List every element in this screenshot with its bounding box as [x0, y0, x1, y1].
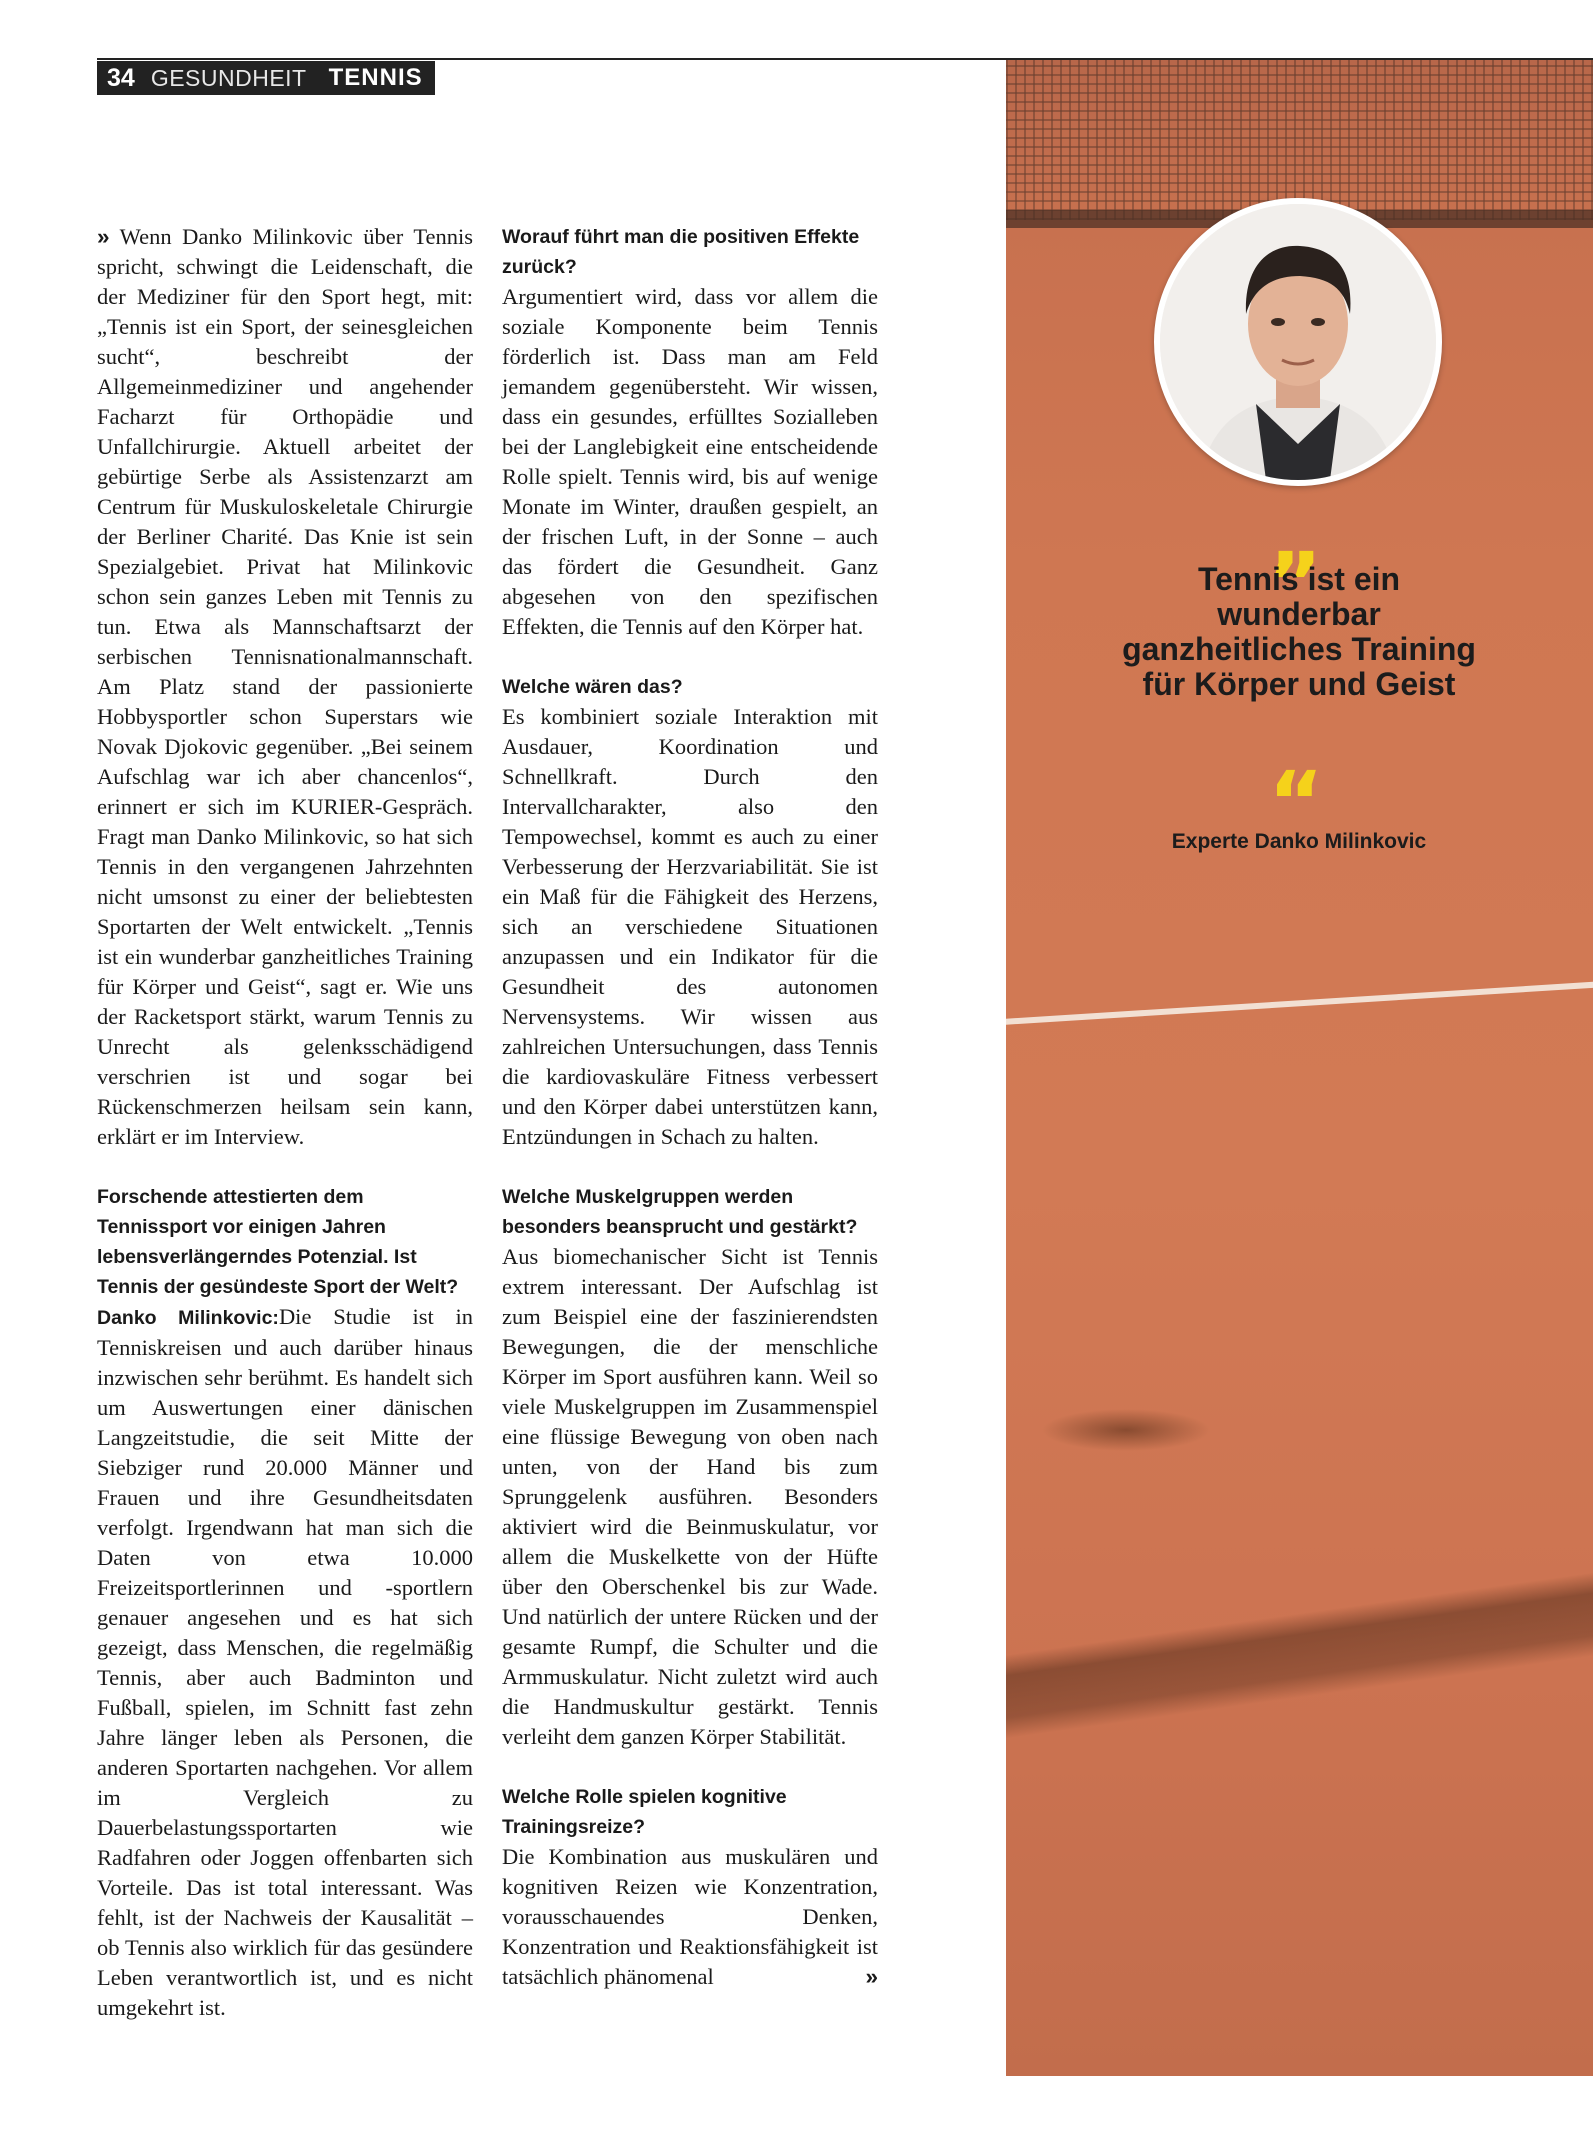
- page-header: [97, 61, 435, 95]
- expert-portrait: [1154, 198, 1442, 486]
- quote-close-icon: “: [1268, 753, 1324, 851]
- answer-2: Argumentiert wird, dass vor allem die soziale Komponente beim Tennis förderlich ist. Dass man am Feld jemandem gegenübersteht. Wir wissen, dass ein gesundes, erfülltes Sozialleben bei der Langlebigkeit eine entscheidende Rolle spielt. Tennis wird, bis auf wenige Monate im Winter, draußen gespielt, an der frischen Luft, in der Sonne – auch das fördert die Gesundheit. Ganz abgesehen von den spezifischen Effekten, die Tennis auf den Körper hat.: [502, 284, 878, 639]
- intro-text: Wenn Danko Milinkovic über Tennis spricht, schwingt die Leidenschaft, die der Mediziner für den Sport hegt, mit: „Tennis ist ein Sport, der seinesgleichen sucht“, beschreibt der Allgemeinmediziner und angehender Facharzt für Orthopädie und Unfallchirurgie. Aktuell arbeitet der gebürtige Serbe als Assistenzarzt am Centrum für Muskuloskeletale Chirurgie der Berliner Charité. Das Knie ist sein Spezialgebiet. Privat hat Milinkovic schon sein ganzes Leben mit Tennis zu tun. Etwa als Mannschaftsarzt der serbischen Tennisnationalmannschaft. Am Platz stand der passionierte Hobbysportler schon Superstars wie Novak Djokovic gegenüber. „Bei seinem Aufschlag war ich aber chancenlos“, erinnert er sich im KURIER-Gespräch. Fragt man Danko Milinkovic, so hat sich Tennis in den vergangenen Jahrzehnten nicht umsonst zu einer der beliebtesten Sportarten der Welt entwickelt. „Tennis ist ein wunderbar ganzheitliches Training für Körper und Geist“, sagt er. Wie uns der Racketsport stärkt, warum Tennis zu Unrecht als gelenksschädigend verschrien ist und sogar bei Rückenschmerzen heilsam sein kann, erklärt er im Interview.: [97, 224, 473, 1149]
- question-4: Welche Muskelgruppen werden besonders beansprucht und gestärkt?: [502, 1186, 858, 1238]
- page-number: 34: [97, 61, 145, 95]
- section-label: GESUNDHEIT: [145, 61, 315, 95]
- answer-5: [502, 1842, 878, 1992]
- answer-3: Es kombiniert soziale Interaktion mit Ausdauer, Koordination und Schnellkraft. Durch den Intervallcharakter, also den Tempowechsel, kommt es auch zu einer Verbesserung der Herzvariabilität. Sie ist ein Maß für die Fähigkeit des Herzens, sich an verschiedene Situationen anzupassen und ein Indikator für die Gesundheit des autonomen Nervensystems. Wir wissen aus zahlreichen Untersuchungen, dass Tennis die kardiovaskuläre Fitness verbessert und den Körper dabei unterstützen kann, Entzündungen in Schach zu halten.: [502, 704, 878, 1149]
- answer-speaker: Danko Milinkovic:: [97, 1307, 279, 1329]
- court-line: [1006, 980, 1593, 1026]
- pull-quote: Tennis ist ein wunderbar ganzheitliches Training für Körper und Geist: [1122, 561, 1476, 702]
- topic-label: TENNIS: [315, 61, 435, 95]
- intro-paragraph: [97, 222, 473, 1152]
- end-marker: »: [865, 1964, 878, 1989]
- question-3: Welche wären das?: [502, 676, 683, 698]
- question-5: Welche Rolle spielen kognitive Trainingsreize?: [502, 1786, 787, 1838]
- article-column-2: [502, 222, 878, 1992]
- lead-marker: »: [97, 224, 110, 249]
- portrait-illustration: [1160, 204, 1436, 480]
- answer-1: [97, 1302, 473, 2023]
- answer-4: Aus biomechanischer Sicht ist Tennis extrem interessant. Der Aufschlag ist zum Beispiel eine der faszinierendsten Bewegungen, die der menschliche Körper im Sport ausführen kann. Weil so viele Muskelgruppen im Zusammenspiel eine flüssige Bewegung von oben nach unten, von der Hand bis zum Sprunggelenk ausführen. Besonders aktiviert wird die Beinmuskulatur, vor allem die Muskelkette von der Hüfte über den Oberschenkel bis zur Wade. Und natürlich der untere Rücken und der gesamte Rumpf, die Schulter und die Armmuskulatur. Nicht zuletzt wird auch die Handmuskultur gestärkt. Tennis verleiht dem ganzen Körper Stabilität.: [502, 1244, 878, 1749]
- answer-5-text: Die Kombination aus muskulären und kognitiven Reizen wie Konzentration, vorausschauendes Denken, Konzentration und Reaktionsfähigkeit ist tatsächlich phänomenal: [502, 1844, 878, 1989]
- question-1: Forschende attestierten dem Tennissport vor einigen Jahren lebensverlängerndes Potenzial. Ist Tennis der gesündeste Sport der Welt?: [97, 1186, 459, 1298]
- article-column-1: [97, 222, 473, 2023]
- quote-open-icon: „: [1268, 489, 1324, 587]
- clay-court-image: [1006, 60, 1593, 2076]
- quote-author: Experte Danko Milinkovic: [1171, 830, 1427, 853]
- answer-1-text: Die Studie ist in Tenniskreisen und auch darüber hinaus inzwischen sehr berühmt. Es handelt sich um Auswertungen einer dänischen Langzeitstudie, die seit Mitte der Siebziger rund 20.000 Männer und Frauen und ihre Gesundheitsdaten verfolgt. Irgendwann hat man sich die Daten von etwa 10.000 Freizeitsportlerinnen und -sportlern genauer angesehen und es hat sich gezeigt, dass Menschen, die regelmäßig Tennis, aber auch Badminton und Fußball, spielen, im Schnitt fast zehn Jahre länger leben als Personen, die anderen Sportarten nachgehen. Vor allem im Vergleich zu Dauerbelastungssportarten wie Radfahren oder Joggen offenbarten sich Vorteile. Das ist total interessant. Was fehlt, ist der Nachweis der Kausalität – ob Tennis also wirklich für das gesündere Leben verantwortlich ist, und es nicht umgekehrt ist.: [97, 1304, 474, 2020]
- tennis-net-image: [1006, 60, 1593, 220]
- question-2: Worauf führt man die positiven Effekte zurück?: [502, 226, 860, 278]
